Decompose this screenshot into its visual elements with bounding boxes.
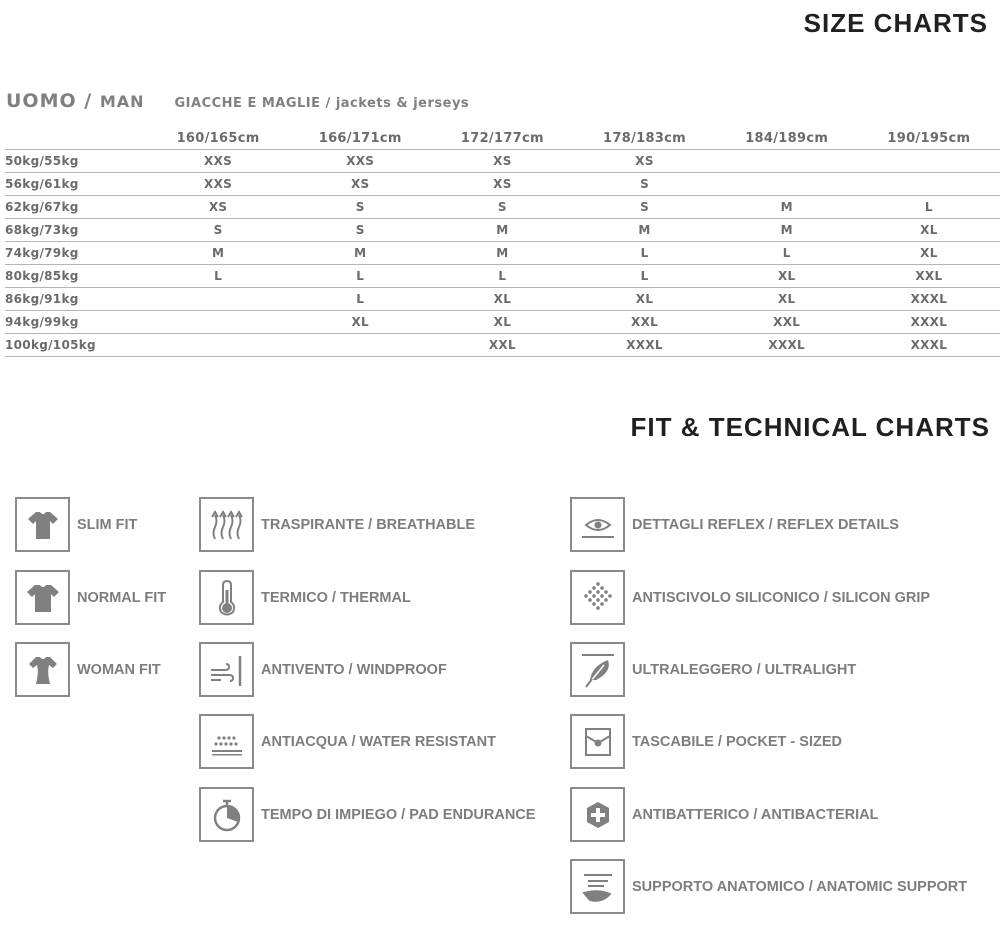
size-cell: XS — [431, 150, 573, 173]
table-row — [5, 265, 1000, 288]
feature-windproof — [199, 642, 447, 697]
weight-cell: 80kg/85kg — [5, 265, 147, 288]
size-cell: XXL — [431, 334, 573, 357]
fit-charts-title: FIT & TECHNICAL CHARTS — [630, 412, 990, 442]
size-cell: XXL — [573, 311, 715, 334]
water-drops-icon — [199, 714, 254, 769]
size-cell: M — [716, 196, 858, 219]
size-cell: M — [147, 242, 289, 265]
feature-label: TASCABILE / POCKET - SIZED — [632, 733, 842, 750]
table-row — [5, 288, 1000, 311]
weight-cell: 100kg/105kg — [5, 334, 147, 357]
dot-grid-icon — [570, 570, 625, 625]
size-cell: XXXL — [858, 311, 1000, 334]
page-title: SIZE CHARTS — [803, 8, 988, 38]
weight-cell: 56kg/61kg — [5, 173, 147, 196]
anatomic-support-icon — [570, 859, 625, 914]
column-header: 160/165cm — [147, 127, 289, 150]
size-cell — [858, 173, 1000, 196]
column-header: 190/195cm — [858, 127, 1000, 150]
size-cell: L — [147, 265, 289, 288]
size-cell: XL — [289, 311, 431, 334]
feature-pad-endurance — [199, 787, 535, 842]
feature-label: NORMAL FIT — [77, 589, 167, 606]
feature-anatomic-support — [570, 859, 967, 914]
eye-icon — [570, 497, 625, 552]
table-row — [5, 173, 1000, 196]
size-cell: XXS — [289, 150, 431, 173]
size-cell: XL — [431, 288, 573, 311]
size-cell: XS — [147, 196, 289, 219]
table-row — [5, 242, 1000, 265]
size-cell: XL — [858, 242, 1000, 265]
size-cell: S — [573, 196, 715, 219]
weight-cell: 86kg/91kg — [5, 288, 147, 311]
breathable-icon — [199, 497, 254, 552]
column-header: 172/177cm — [431, 127, 573, 150]
feature-reflex-details — [570, 497, 899, 552]
size-cell: S — [147, 219, 289, 242]
feature-label: TEMPO DI IMPIEGO / PAD ENDURANCE — [261, 806, 536, 823]
table-corner — [5, 127, 147, 150]
wind-icon — [199, 642, 254, 697]
size-cell: L — [431, 265, 573, 288]
size-cell — [147, 288, 289, 311]
column-header: 166/171cm — [289, 127, 431, 150]
table-row — [5, 311, 1000, 334]
size-cell: XXL — [858, 265, 1000, 288]
feature-breathable — [199, 497, 475, 552]
size-cell: L — [289, 265, 431, 288]
cross-shield-icon — [570, 787, 625, 842]
size-cell: XXXL — [858, 288, 1000, 311]
size-cell: L — [858, 196, 1000, 219]
size-cell: S — [573, 173, 715, 196]
size-cell: L — [573, 265, 715, 288]
thermometer-icon — [199, 570, 254, 625]
size-cell: S — [289, 196, 431, 219]
section-man: MAN — [99, 92, 145, 111]
feature-label: DETTAGLI REFLEX / REFLEX DETAILS — [632, 516, 899, 533]
section-heading — [6, 90, 469, 112]
size-cell: XL — [858, 219, 1000, 242]
size-cell: M — [289, 242, 431, 265]
table-row — [5, 219, 1000, 242]
size-cell: XXXL — [716, 334, 858, 357]
section-subtitle: GIACCHE E MAGLIE / jackets & jerseys — [174, 96, 470, 111]
feature-label: SLIM FIT — [77, 516, 138, 533]
feature-pocket-sized — [570, 714, 842, 769]
size-cell: M — [431, 242, 573, 265]
size-cell: XL — [431, 311, 573, 334]
size-cell: XS — [289, 173, 431, 196]
table-row — [5, 334, 1000, 357]
feature-label: TRASPIRANTE / BREATHABLE — [261, 516, 476, 533]
column-header: 184/189cm — [716, 127, 858, 150]
pocket-icon — [570, 714, 625, 769]
size-cell: L — [289, 288, 431, 311]
size-chart-table — [5, 127, 1000, 357]
section-slash: / — [76, 90, 100, 112]
feature-label: SUPPORTO ANATOMICO / ANATOMIC SUPPORT — [632, 878, 968, 895]
feature-woman-fit — [15, 642, 161, 697]
feature-label: ULTRALEGGERO / ULTRALIGHT — [632, 661, 857, 678]
woman-fit-shirt-icon — [15, 642, 70, 697]
size-cell: S — [289, 219, 431, 242]
size-cell: XS — [573, 150, 715, 173]
weight-cell: 94kg/99kg — [5, 311, 147, 334]
size-cell: XL — [573, 288, 715, 311]
feather-icon — [570, 642, 625, 697]
feature-water-resistant — [199, 714, 496, 769]
size-cell: L — [716, 242, 858, 265]
weight-cell: 62kg/67kg — [5, 196, 147, 219]
size-cell: S — [431, 196, 573, 219]
normal-fit-shirt-icon — [15, 570, 70, 625]
size-cell: M — [573, 219, 715, 242]
size-cell: XS — [431, 173, 573, 196]
feature-label: WOMAN FIT — [77, 661, 161, 678]
size-cell: XXXL — [858, 334, 1000, 357]
weight-cell: 68kg/73kg — [5, 219, 147, 242]
weight-cell: 50kg/55kg — [5, 150, 147, 173]
feature-silicon-grip — [570, 570, 930, 625]
feature-label: ANTIBATTERICO / ANTIBACTERIAL — [632, 806, 879, 823]
size-cell — [289, 334, 431, 357]
size-cell: M — [716, 219, 858, 242]
feature-slim-fit — [15, 497, 137, 552]
size-cell — [147, 311, 289, 334]
feature-label: ANTISCIVOLO SILICONICO / SILICON GRIP — [632, 589, 931, 606]
feature-ultralight — [570, 642, 856, 697]
feature-normal-fit — [15, 570, 166, 625]
feature-label: ANTIACQUA / WATER RESISTANT — [261, 733, 496, 750]
table-header-row — [5, 127, 1000, 150]
section-uomo: UOMO — [6, 90, 77, 112]
size-cell: XXS — [147, 173, 289, 196]
feature-label: TERMICO / THERMAL — [261, 589, 411, 606]
size-cell: XL — [716, 288, 858, 311]
feature-antibacterial — [570, 787, 878, 842]
size-cell: XXXL — [573, 334, 715, 357]
weight-cell: 74kg/79kg — [5, 242, 147, 265]
stopwatch-icon — [199, 787, 254, 842]
size-cell: XL — [716, 265, 858, 288]
slim-fit-shirt-icon — [15, 497, 70, 552]
column-header: 178/183cm — [573, 127, 715, 150]
size-cell — [858, 150, 1000, 173]
size-cell — [716, 173, 858, 196]
size-cell: XXL — [716, 311, 858, 334]
feature-thermal — [199, 570, 411, 625]
size-cell: L — [573, 242, 715, 265]
size-cell: M — [431, 219, 573, 242]
size-cell — [147, 334, 289, 357]
table-row — [5, 150, 1000, 173]
size-cell: XXS — [147, 150, 289, 173]
size-cell — [716, 150, 858, 173]
table-row — [5, 196, 1000, 219]
feature-label: ANTIVENTO / WINDPROOF — [261, 661, 447, 678]
